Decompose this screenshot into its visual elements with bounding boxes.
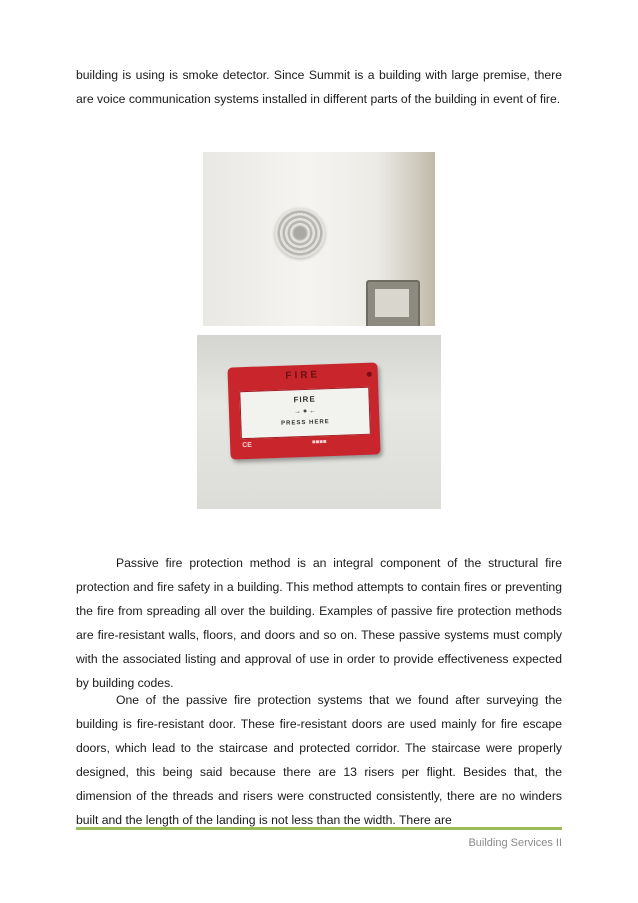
brand-logo: ■■■■ xyxy=(312,439,327,446)
manual-call-point xyxy=(227,362,380,459)
paragraph-passive-fire-protection: Passive fire protection method is an integral component of the structural fire protection and fire safety in a building. This method attempts to contain fires or preventing the fire from spreading all over the building. Examples of passive fire protection methods are fire-resistant walls, floors, and doors and so on. These passive systems must comply with the associated listing and approval of use in order to provide effectiveness expected by building codes. xyxy=(76,556,562,690)
glass-fire-text: FIRE xyxy=(293,394,316,405)
wall-switch-plate xyxy=(366,280,420,326)
call-point-glass-panel xyxy=(239,387,371,440)
detector-center xyxy=(294,227,306,239)
fire-call-point-photo xyxy=(197,335,441,509)
ce-mark: CE xyxy=(242,441,253,450)
glass-arrows: → ● ← xyxy=(293,407,317,416)
paragraph-smoke-detector: building is using is smoke detector. Since Summit is a building with large premise, there are voice communication systems installed in different parts of the building in event of fire. xyxy=(76,68,562,106)
switch-plate-inner xyxy=(375,289,409,317)
footer-divider xyxy=(76,827,562,830)
paragraph-fire-resistant-door: One of the passive fire protection systems that we found after surveying the building is fire-resistant door. These fire-resistant doors are used mainly for fire escape doors, which lead to the staircase and protected corridor. The staircase were properly designed, this being said because there are 13 risers per flight. Besides that, the dimension of the threads and risers were constructed consistently, there are no winders built and the length of the landing is not less than the width. There are xyxy=(76,693,562,827)
smoke-detector-icon xyxy=(275,208,325,258)
footer-title: Building Services II xyxy=(468,837,562,849)
smoke-detector-photo xyxy=(203,152,435,326)
call-point-fire-label: FIRE xyxy=(285,369,321,382)
glass-press-here-text: PRESS HERE xyxy=(280,419,330,427)
